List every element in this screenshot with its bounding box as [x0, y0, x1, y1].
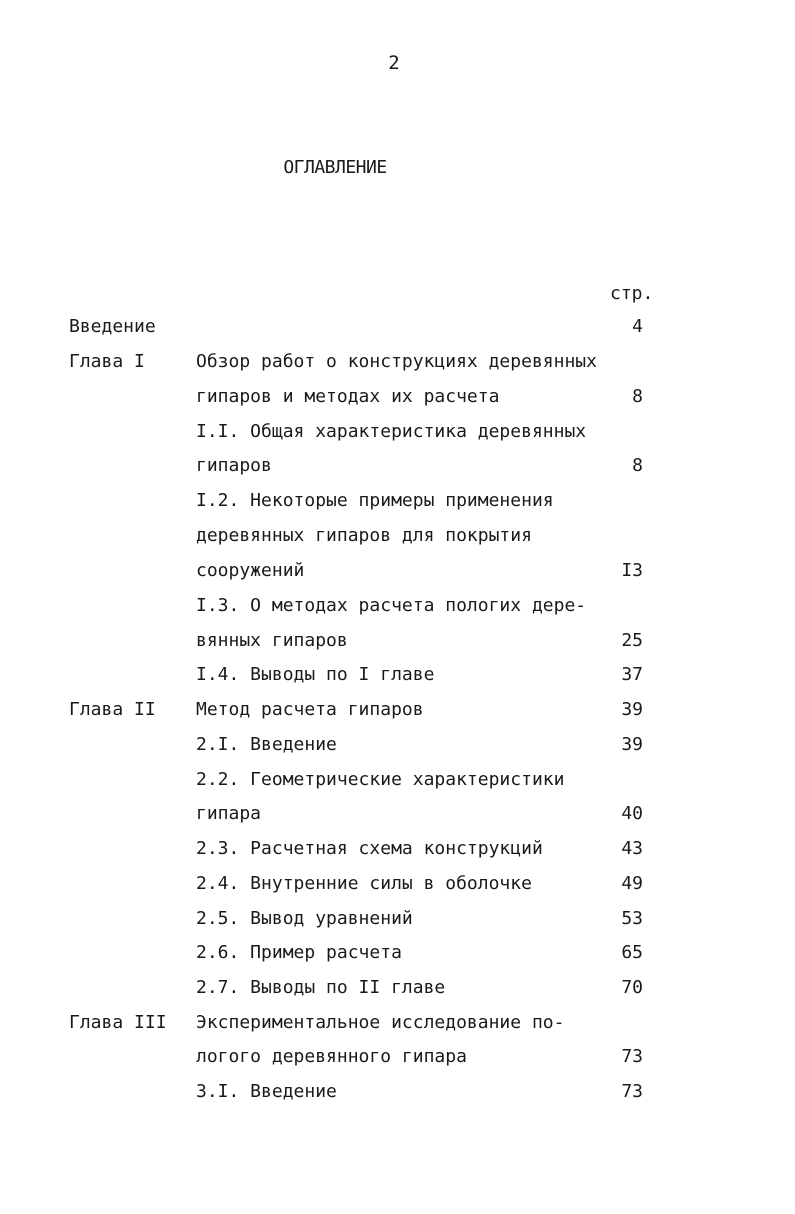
- toc-page-number: 8: [632, 455, 643, 476]
- toc-page-number: 37: [621, 664, 643, 685]
- toc-page-number: 53: [621, 908, 643, 929]
- toc-entry-text: I.2. Некоторые примеры применения: [196, 490, 554, 511]
- toc-entry-text: 3.I. Введение: [196, 1081, 337, 1102]
- toc-entry-text: 2.3. Расчетная схема конструкций: [196, 838, 543, 859]
- toc-entry-text: I.I. Общая характеристика деревянных: [196, 421, 587, 442]
- chapter-label: Глава III: [69, 1012, 167, 1033]
- toc-page-number: 70: [621, 977, 643, 998]
- chapter-label: Глава II: [69, 699, 156, 720]
- toc-entry-text: 2.2. Геометрические характеристики: [196, 769, 565, 790]
- page-column-label: стр.: [610, 283, 654, 304]
- toc-entry-text: вянных гипаров: [196, 630, 348, 651]
- toc-entry-text: гипаров и методах их расчета: [196, 386, 500, 407]
- toc-entry-text: 2.5. Вывод уравнений: [196, 908, 413, 929]
- toc-entry-text: I.4. Выводы по I главе: [196, 664, 435, 685]
- toc-page-number: 65: [621, 942, 643, 963]
- toc-page-number: 43: [621, 838, 643, 859]
- chapter-label: Введение: [69, 316, 156, 337]
- toc-page-number: 25: [621, 630, 643, 651]
- toc-entry-text: Метод расчета гипаров: [196, 699, 424, 720]
- toc-page-number: 73: [621, 1046, 643, 1067]
- toc-entry-text: гипаров: [196, 455, 272, 476]
- toc-page-number: 4: [632, 316, 643, 337]
- toc-entry-text: деревянных гипаров для покрытия: [196, 525, 532, 546]
- toc-page-number: 8: [632, 386, 643, 407]
- toc-entry-text: 2.4. Внутренние силы в оболочке: [196, 873, 532, 894]
- page-number: 2: [388, 52, 400, 74]
- toc-entry-text: Обзор работ о конструкциях деревянных: [196, 351, 597, 372]
- toc-entry-text: 2.6. Пример расчета: [196, 942, 402, 963]
- toc-entry-text: Экспериментальное исследование по-: [196, 1012, 565, 1033]
- toc-entry-text: сооружений: [196, 560, 305, 581]
- toc-page-number: I3: [621, 560, 643, 581]
- toc-entry-text: 2.7. Выводы по II главе: [196, 977, 446, 998]
- toc-page-number: 73: [621, 1081, 643, 1102]
- toc-page-number: 39: [621, 699, 643, 720]
- toc-entry-text: 2.I. Введение: [196, 734, 337, 755]
- toc-entry-text: логого деревянного гипара: [196, 1046, 467, 1067]
- chapter-label: Глава I: [69, 351, 145, 372]
- page-title: ОГЛАВЛЕНИЕ: [283, 157, 387, 178]
- toc-entry-text: I.3. О методах расчета пологих дере-: [196, 595, 587, 616]
- toc-page-number: 49: [621, 873, 643, 894]
- toc-page-number: 40: [621, 803, 643, 824]
- toc-entry-text: гипара: [196, 803, 262, 824]
- toc-page-number: 39: [621, 734, 643, 755]
